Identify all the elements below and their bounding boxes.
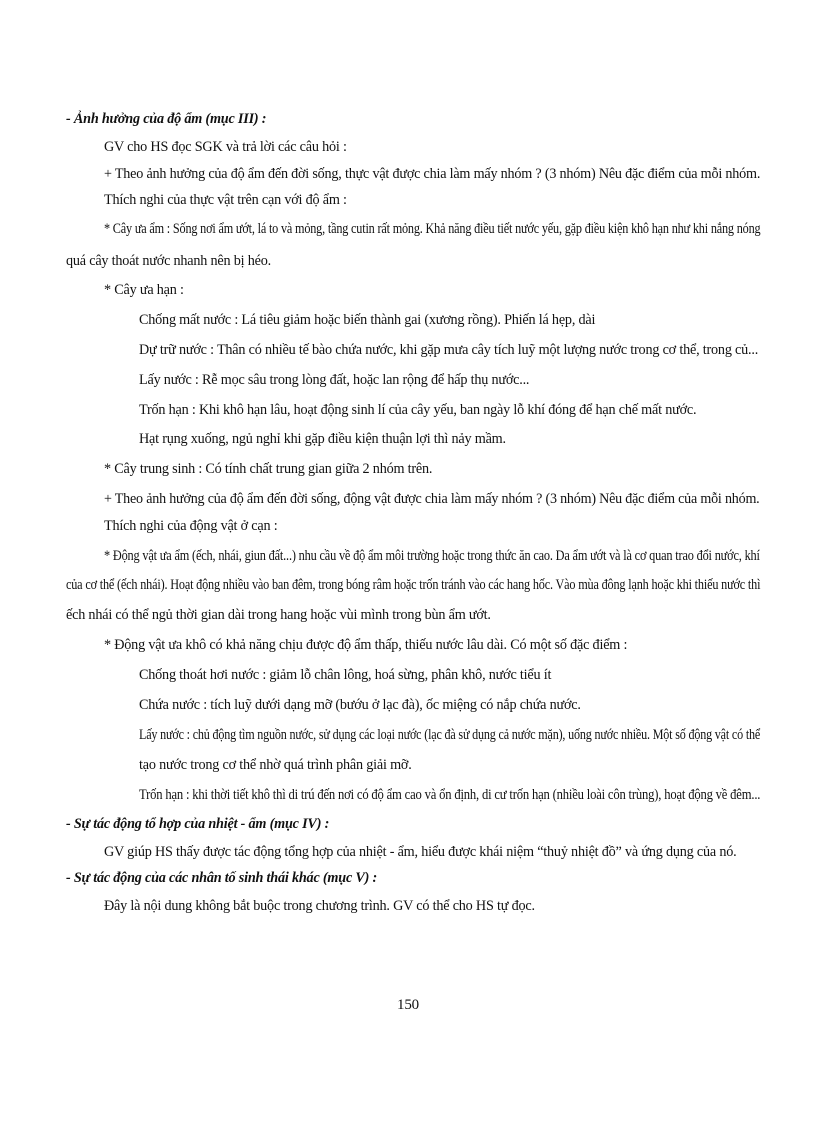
paragraph-line: Chống thoát hơi nước : giảm lỗ chân lông, hoá sừng, phân khô, nước tiểu ít — [139, 667, 552, 683]
paragraph-line: * Cây ưa hạn : — [104, 282, 184, 298]
section-heading-other-factors: - Sự tác động của các nhân tố sinh thái khác (mục V) : — [66, 870, 378, 886]
paragraph-line: tạo nước trong cơ thể nhờ quá trình phân giải mỡ. — [139, 757, 412, 773]
paragraph-line: * Động vật ưa ẩm (ếch, nhái, giun đất...) nhu cầu về độ ẩm môi trường hoặc trong thức ăn cao. Da ẩm ướt và là cơ quan trao đổi nước, khí — [104, 548, 760, 564]
paragraph-line: Chứa nước : tích luỹ dưới dạng mỡ (bướu ở lạc đà), ốc miệng có nắp chứa nước. — [139, 697, 581, 713]
paragraph-line: Chống mất nước : Lá tiêu giảm hoặc biến thành gai (xương rồng). Phiến lá hẹp, dài — [139, 312, 596, 328]
paragraph-line: Thích nghi của thực vật trên cạn với độ ẩm : — [104, 192, 347, 208]
paragraph-line: Đây là nội dung không bắt buộc trong chương trình. GV có thể cho HS tự đọc. — [104, 898, 535, 914]
paragraph-line: * Động vật ưa khô có khả năng chịu được độ ẩm thấp, thiếu nước lâu dài. Có một số đặc điểm : — [104, 637, 628, 653]
paragraph-line: Lấy nước : Rễ mọc sâu trong lòng đất, hoặc lan rộng để hấp thụ nước... — [139, 372, 530, 388]
paragraph-line: của cơ thể (ếch nhái). Hoạt động nhiều vào ban đêm, trong bóng râm hoặc trốn tránh vào các hang hốc. Vào mùa đông lạnh hoặc khi thiếu nước thì — [66, 577, 761, 593]
paragraph-line: Thích nghi của động vật ở cạn : — [104, 518, 278, 534]
paragraph-line: Lấy nước : chủ động tìm nguồn nước, sử dụng các loại nước (lạc đà sử dụng cả nước mặn), uống nước nhiều. Một số động vật có thể — [139, 727, 761, 743]
paragraph-line: + Theo ảnh hưởng của độ ẩm đến đời sống, thực vật được chia làm mấy nhóm ? (3 nhóm) Nêu đặc điểm của mỗi nhóm. — [104, 166, 761, 182]
paragraph-line: * Cây ưa ẩm : Sống nơi ẩm ướt, lá to và mỏng, tầng cutin rất mỏng. Khả năng điều tiết nước yếu, gặp điều kiện khô hạn như khi nắng nóng — [104, 221, 761, 237]
paragraph-line: + Theo ảnh hưởng của độ ẩm đến đời sống, động vật được chia làm mấy nhóm ? (3 nhóm) Nêu đặc điểm của mỗi nhóm. — [104, 491, 760, 507]
paragraph-line: Dự trữ nước : Thân có nhiều tế bào chứa nước, khi gặp mưa cây tích luỹ một lượng nước trong cơ thể, trong củ... — [139, 342, 759, 358]
paragraph-line: Hạt rụng xuống, ngủ nghỉ khi gặp điều kiện thuận lợi thì nảy mầm. — [139, 431, 506, 447]
paragraph-line: * Cây trung sinh : Có tính chất trung gian giữa 2 nhóm trên. — [104, 461, 433, 477]
paragraph-line: Trốn hạn : Khi khô hạn lâu, hoạt động sinh lí của cây yếu, ban ngày lỗ khí đóng để hạn chế mất nước. — [139, 402, 697, 418]
section-heading-humidity: - Ảnh hưởng của độ ẩm (mục III) : — [66, 111, 267, 127]
paragraph-line: quá cây thoát nước nhanh nên bị héo. — [66, 253, 271, 269]
paragraph-line: ếch nhái có thể ngủ thời gian dài trong hang hoặc vùi mình trong bùn ẩm ướt. — [66, 607, 491, 623]
paragraph-line: GV cho HS đọc SGK và trả lời các câu hỏi : — [104, 139, 347, 155]
paragraph-line: GV giúp HS thấy được tác động tổng hợp của nhiệt - ẩm, hiểu được khái niệm “thuỷ nhiệt đồ” và ứng dụng của nó. — [104, 844, 737, 860]
page-number: 150 — [397, 997, 419, 1013]
section-heading-heat-humidity: - Sự tác động tổ hợp của nhiệt - ẩm (mục IV) : — [66, 816, 330, 832]
paragraph-line: Trốn hạn : khi thời tiết khô thì di trú đến nơi có độ ẩm cao và ổn định, di cư trốn hạn (nhiều loài côn trùng), hoạt động về đêm... — [139, 787, 761, 803]
